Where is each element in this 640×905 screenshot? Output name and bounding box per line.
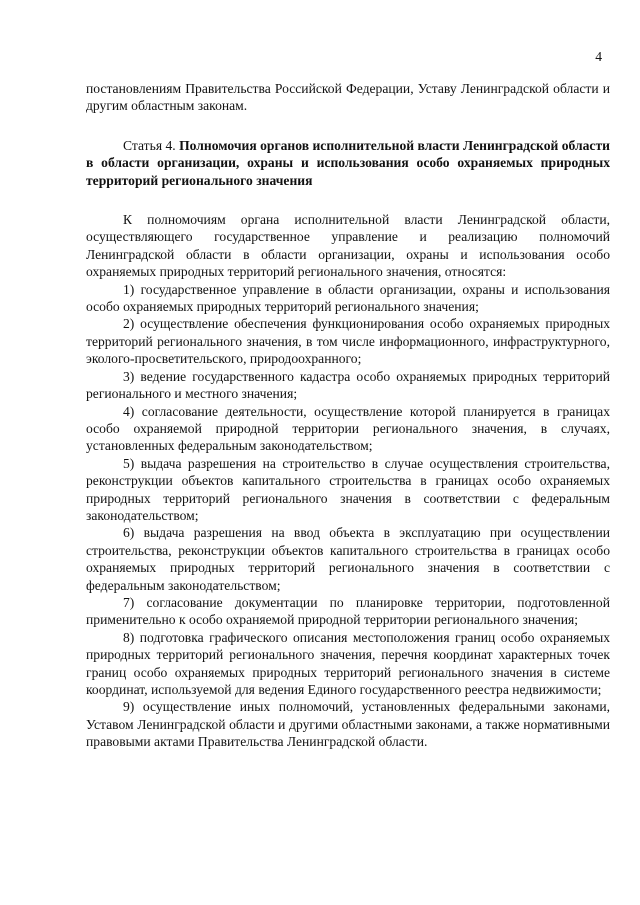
page-number: 4 — [595, 49, 602, 64]
list-item: 7) согласование документации по планировке территории, подготовленной применительно к особо охраняемой природной территории регионального значения; — [86, 594, 610, 628]
list-item: 2) осуществление обеспечения функционирования особо охраняемых природных территорий регионального значения, в том числе информационного, инфраструктурного, эколого-просветительского, природоохранного; — [86, 316, 610, 367]
list-item: 9) осуществление иных полномочий, установленных федеральными законами, Уставом Ленинградской области и другими областными законами, а также нормативными правовыми актами Правительства Ленинградской области. — [86, 699, 610, 750]
list-item: 6) выдача разрешения на ввод объекта в эксплуатацию при осуществлении строительства, реконструкции объектов капитального строительства в границах особо охраняемых природных территорий регионального значения в соответствии с федеральным законодательством; — [86, 525, 610, 593]
lead-paragraph: К полномочиям органа исполнительной власти Ленинградской области, осуществляющего государственное управление и реализацию полномочий Ленинградской области в области организации, охраны и использования особо охраняемых природных территорий регионального значения, относятся: — [86, 212, 610, 280]
intro-continuation: постановлениям Правительства Российской Федерации, Уставу Ленинградской области и другим областным законам. — [86, 81, 610, 114]
list-item: 5) выдача разрешения на строительство в случае осуществления строительства, реконструкции объектов капитального строительства в границах особо охраняемых природных территорий регионального значения в соответствии с федеральным законодательством; — [86, 455, 610, 523]
article-heading — [86, 137, 610, 189]
list-item: 1) государственное управление в области организации, охраны и использования особо охраняемых природных территорий регионального значения; — [86, 281, 610, 315]
list-item: 4) согласование деятельности, осуществление которой планируется в границах особо охраняемой природной территории регионального значения, в случаях, установленных федеральным законодательством; — [86, 403, 610, 454]
article-title: Полномочия органов исполнительной власти Ленинградской области в области организации, охраны и использования особо охраняемых природных территорий регионального значения — [86, 137, 610, 188]
document-body — [86, 80, 610, 751]
list-item: 3) ведение государственного кадастра особо охраняемых природных территорий регионального и местного значения; — [86, 368, 610, 402]
article-label: Статья 4. — [123, 137, 176, 153]
list-item: 8) подготовка графического описания местоположения границ особо охраняемых природных территорий регионального значения, перечня координат характерных точек границ особо охраняемых природных территорий регионального значения в системе координат, используемой для ведения Единого государственного реестра недвижимости; — [86, 629, 610, 697]
